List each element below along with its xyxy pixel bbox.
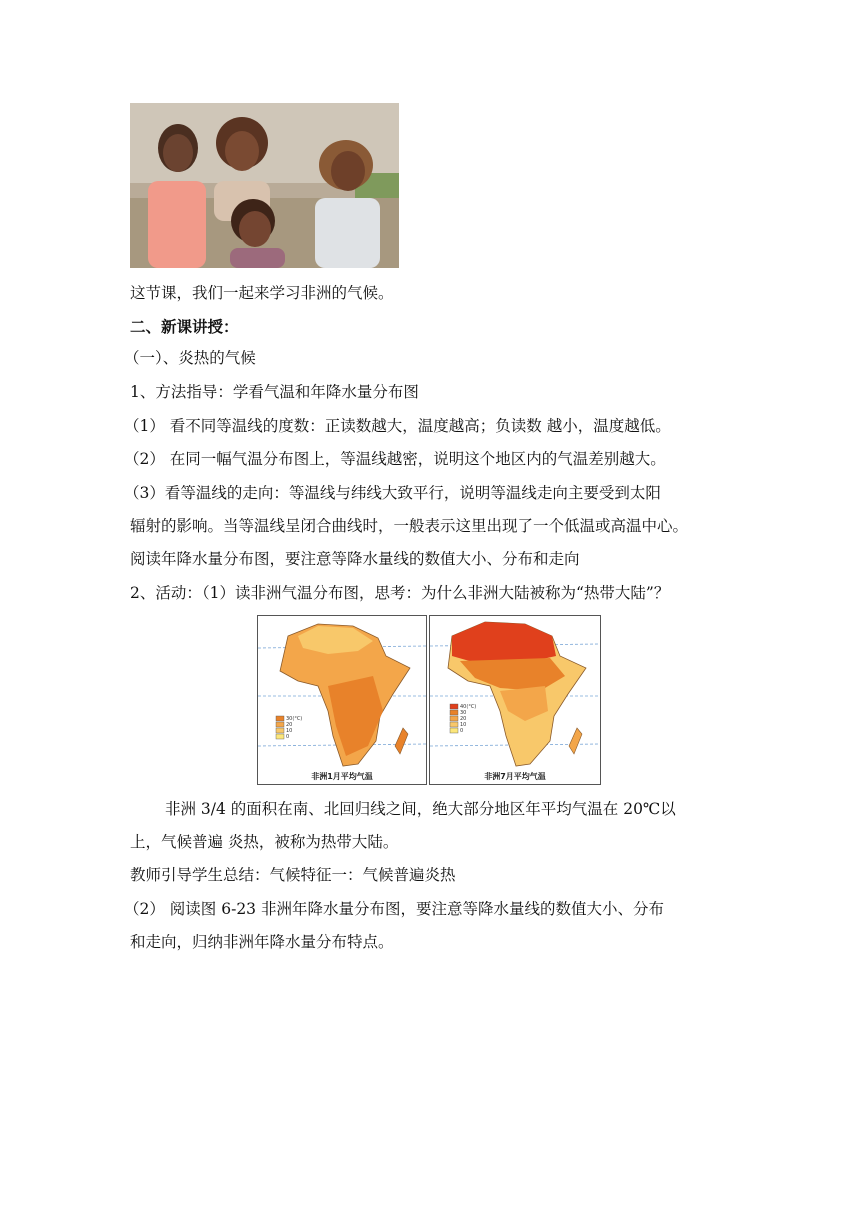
rainfall-activity-line-2: 和走向，归纳非洲年降水量分布特点。 <box>130 933 394 951</box>
legend-label-5: 0 <box>460 728 464 734</box>
point-3-line-2: 辐射的影响。当等温线呈闭合曲线时，一般表示这里出现了一个低温或高温中心。 <box>130 517 689 535</box>
rainfall-note: 阅读年降水量分布图，要注意等降水量线的数值大小、分布和走向 <box>130 550 580 568</box>
teacher-summary: 教师引导学生总结：气候特征一：气候普遍炎热 <box>130 866 456 884</box>
legend-label-3: 20 <box>460 716 467 722</box>
legend-swatch <box>450 710 458 715</box>
children-photo <box>130 103 399 268</box>
section-heading: 二、新课讲授： <box>130 317 239 336</box>
legend-label-1: 40(°C) <box>460 704 477 710</box>
legend-swatch <box>450 716 458 721</box>
legend-swatch <box>450 728 458 733</box>
legend-swatch <box>276 716 284 721</box>
activity-item: 2、活动：（1）读非洲气温分布图，思考：为什么非洲大陆被称为“热带大陆”？ <box>130 584 670 602</box>
map-july <box>429 615 601 785</box>
paragraph-tropics-line-2: 上，气候普遍 炎热，被称为热带大陆。 <box>130 833 399 851</box>
point-3-line-1: （3）看等温线的走向：等温线与纬线大致平行，说明等温线走向主要受到太阳 <box>124 484 661 502</box>
point-1: （1） 看不同等温线的度数：正读数越大，温度越高；负读数 越小，温度越低。 <box>124 417 671 435</box>
intro-text: 这节课，我们一起来学习非洲的气候。 <box>130 284 394 302</box>
legend-label-2: 30 <box>460 710 467 716</box>
map-january <box>257 615 427 785</box>
legend-label-3: 10 <box>286 728 293 734</box>
map-january-caption: 非洲1月平均气温 <box>311 772 373 781</box>
legend-label-1: 30(°C) <box>286 716 303 722</box>
legend-label-2: 20 <box>286 722 293 728</box>
rainfall-activity-line-1: （2） 阅读图 6-23 非洲年降水量分布图，要注意等降水量线的数值大小、分布 <box>124 900 664 918</box>
legend-swatch <box>450 722 458 727</box>
legend-label-4: 10 <box>460 722 467 728</box>
legend-swatch <box>450 704 458 709</box>
subsection-heading: （一）、炎热的气候 <box>124 349 256 367</box>
legend-label-4: 0 <box>286 734 290 740</box>
method-item: 1、方法指导：学看气温和年降水量分布图 <box>130 383 419 401</box>
legend-swatch <box>276 722 284 727</box>
map-july-caption: 非洲7月平均气温 <box>484 772 546 781</box>
legend-swatch <box>276 734 284 739</box>
point-2: （2） 在同一幅气温分布图上，等温线越密，说明这个地区内的气温差别越大。 <box>124 450 666 468</box>
paragraph-tropics-line-1: 非洲 3/4 的面积在南、北回归线之间，绝大部分地区年平均气温在 20℃以 <box>165 800 676 818</box>
legend-swatch <box>276 728 284 733</box>
